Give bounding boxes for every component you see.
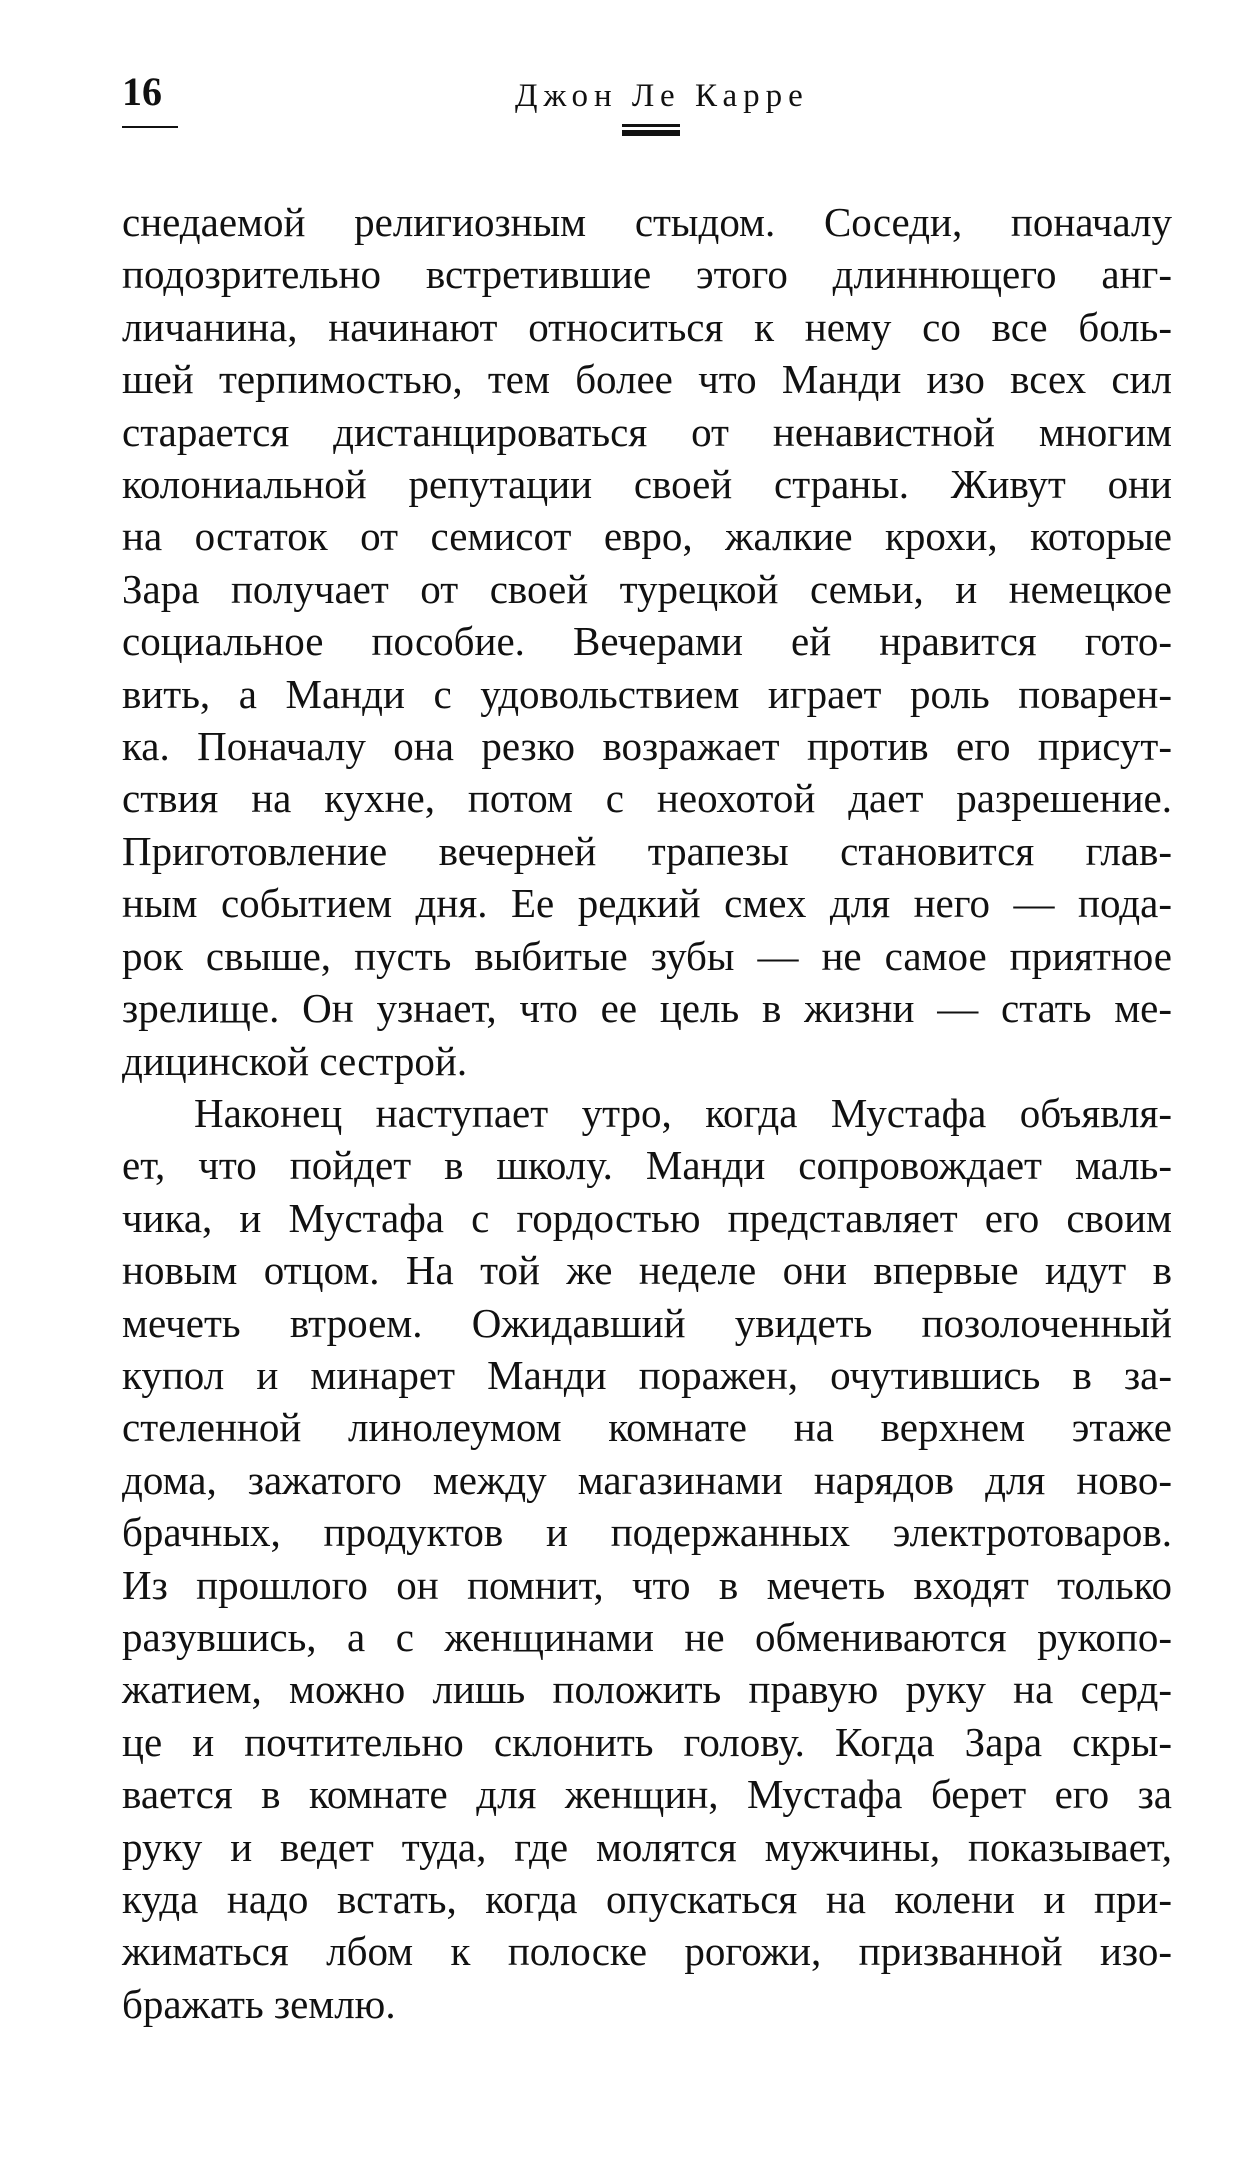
text-line: мечеть втроем. Ожидавший увидеть позолоченный: [122, 1299, 1172, 1346]
text-line: ка. Поначалу она резко возражает против его присут-: [122, 723, 1172, 770]
text-line: ным событием дня. Ее редкий смех для него — пода-: [122, 880, 1172, 927]
text-line: вить, а Манди с удовольствием играет роль поварен-: [122, 670, 1172, 717]
text-line: личанина, начинают относиться к нему со все боль-: [122, 303, 1172, 350]
paragraph-2: [122, 1087, 1172, 2030]
text-line: новым отцом. На той же неделе они впервые идут в: [122, 1247, 1172, 1294]
text-line: стеленной линолеумом комнате на верхнем этаже: [122, 1404, 1172, 1451]
text-line: брачных, продуктов и подержанных электротоваров.: [122, 1509, 1172, 1556]
text-line: ствия на кухне, потом с неохотой дает разрешение.: [122, 775, 1172, 822]
text-line: на остаток от семисот евро, жалкие крохи, которые: [122, 513, 1172, 560]
text-line: зрелище. Он узнает, что ее цель в жизни — стать ме-: [122, 985, 1172, 1032]
text-line: Зара получает от своей турецкой семьи, и немецкое: [122, 565, 1172, 612]
text-line: куда надо встать, когда опускаться на колени и при-: [122, 1876, 1172, 1922]
text-line: старается дистанцироваться от ненавистной многим: [122, 408, 1172, 455]
header-ornament-icon: [622, 124, 680, 139]
text-line: шей терпимостью, тем более что Манди изо всех сил: [122, 356, 1172, 403]
text-line: Из прошлого он помнит, что в мечеть входят только: [122, 1561, 1172, 1608]
text-line: жатием, можно лишь положить правую руку на серд-: [122, 1666, 1172, 1713]
text-line: жиматься лбом к полоске рогожи, призванной изо-: [122, 1928, 1172, 1975]
text-line: бражать землю.: [122, 1980, 396, 2027]
text-line: подозрительно встретившие этого длиннющего анг-: [122, 251, 1172, 298]
text-line: ет, что пойдет в школу. Манди сопровождает маль-: [122, 1142, 1172, 1189]
text-line: дицинской сестрой.: [122, 1037, 468, 1084]
page-number: 16: [122, 69, 162, 114]
text-line: руку и ведет туда, где молятся мужчины, показывает,: [122, 1823, 1172, 1870]
paragraph-1: [122, 196, 1172, 1087]
text-line: Наконец наступает утро, когда Мустафа объявля-: [194, 1089, 1172, 1136]
text-line: снедаемой религиозным стыдом. Соседи, поначалу: [122, 199, 1172, 245]
text-line: разувшись, а с женщинами не обмениваются рукопо-: [122, 1613, 1172, 1660]
text-line: купол и минарет Манди поражен, очутившись в за-: [122, 1351, 1172, 1398]
text-line: чика, и Мустафа с гордостью представляет его своим: [122, 1194, 1172, 1241]
body-text: [122, 196, 1172, 2030]
text-line: колониальной репутации своей страны. Живут они: [122, 461, 1172, 508]
page-number-underline: [122, 126, 178, 128]
running-head-author: Джон Ле Карре: [515, 78, 809, 114]
text-line: рок свыше, пусть выбитые зубы — не самое приятное: [122, 932, 1172, 979]
text-line: дома, зажатого между магазинами нарядов для ново-: [122, 1456, 1172, 1503]
text-line: социальное пособие. Вечерами ей нравится гото-: [122, 618, 1172, 665]
text-line: вается в комнате для женщин, Мустафа берет его за: [122, 1771, 1172, 1818]
text-line: це и почтительно склонить голову. Когда Зара скры-: [122, 1718, 1172, 1765]
text-line: Приготовление вечерней трапезы становится глав-: [122, 827, 1172, 874]
